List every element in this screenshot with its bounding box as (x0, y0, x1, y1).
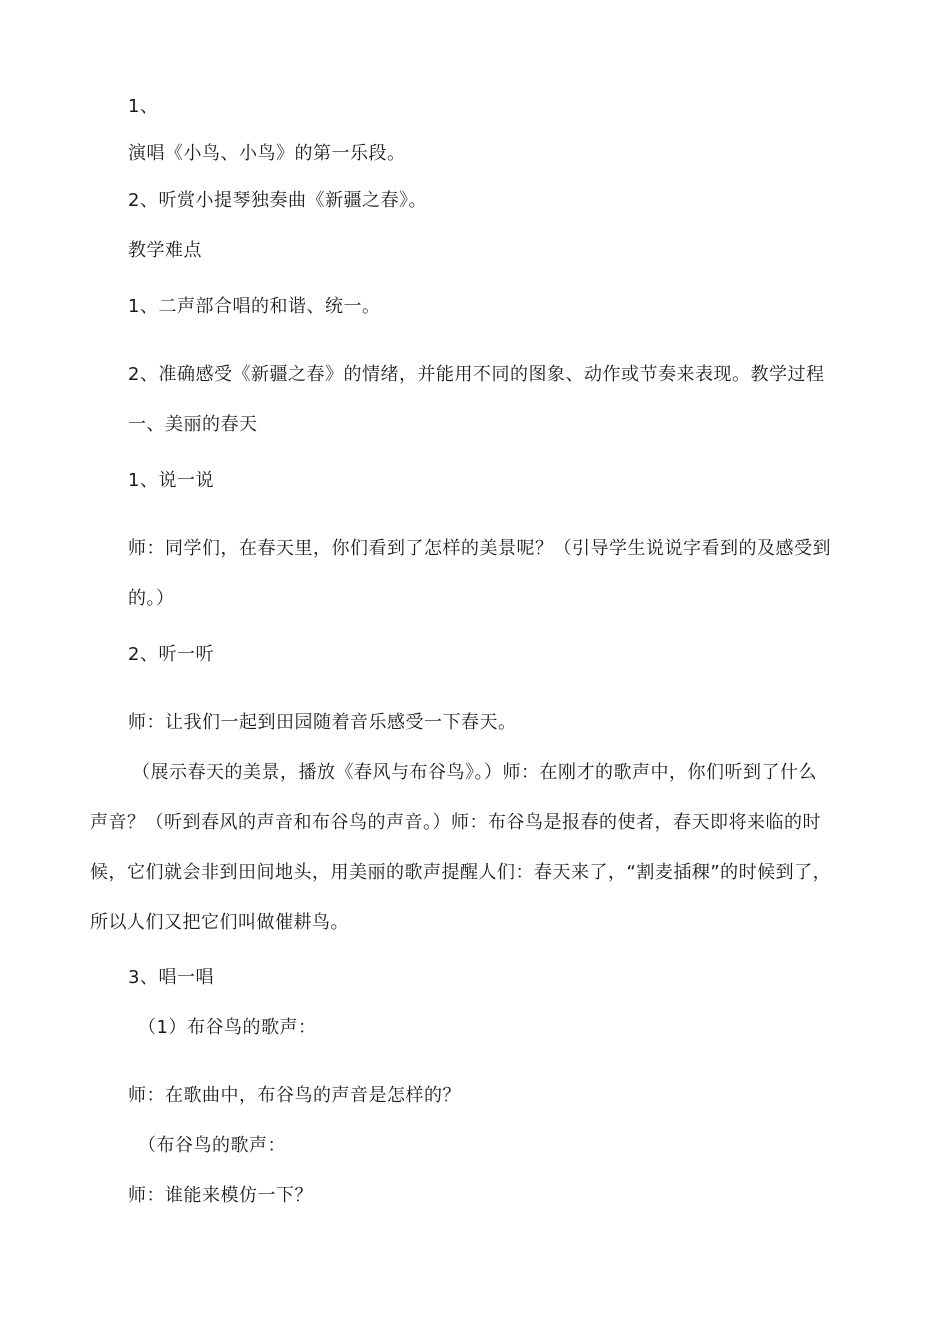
text-line: 师：在歌曲中，布谷鸟的声音是怎样的？ (128, 1085, 461, 1106)
text-line: 1、 (128, 96, 159, 117)
text-line: 师：让我们一起到田园随着音乐感受一下春天。 (128, 712, 517, 733)
text-line: 2、听一听 (128, 644, 214, 665)
text-line: 1、说一说 (128, 470, 214, 491)
section-heading: 教学难点 (128, 240, 202, 261)
text-line: 演唱《小鸟、小鸟》的第一乐段。 (128, 143, 406, 164)
text-line: 候，它们就会非到田间地头，用美丽的歌声提醒人们：春天来了，“割麦插稞”的时候到了， (90, 862, 832, 883)
text-line: 师：同学们，在春天里，你们看到了怎样的美景呢？（引导学生说说字看到的及感受到 (128, 538, 831, 559)
text-line: （布谷鸟的歌声： (138, 1135, 286, 1156)
text-line: 师：谁能来模仿一下？ (128, 1185, 313, 1206)
text-line: 所以人们又把它们叫做催耕鸟。 (90, 912, 349, 933)
text-line: 2、听赏小提琴独奏曲《新疆之春》。 (128, 190, 427, 211)
section-heading: 一、美丽的春天 (128, 414, 258, 435)
text-line: 的。） (128, 588, 175, 609)
text-line: （1）布谷鸟的歌声： (138, 1017, 317, 1038)
text-line: （展示春天的美景，播放《春风与布谷鸟》。）师：在刚才的歌声中，你们听到了什么 (132, 762, 817, 783)
text-line: 1、二声部合唱的和谐、统一。 (128, 296, 381, 317)
text-line: 2、准确感受《新疆之春》的情绪，并能用不同的图象、动作或节奏来表现。教学过程 (128, 364, 825, 385)
text-line: 3、唱一唱 (128, 967, 214, 988)
text-line: 声音？（听到春风的声音和布谷鸟的声音。）师：布谷鸟是报春的使者，春天即将来临的时 (90, 812, 821, 833)
